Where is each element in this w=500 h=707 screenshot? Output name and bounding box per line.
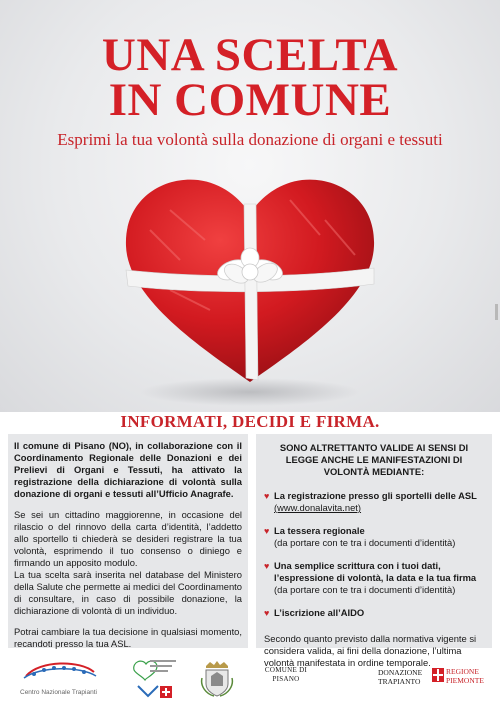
list-item [264,607,484,619]
heart-bullet-icon: ♥ [264,608,270,618]
right-info-panel [256,434,492,668]
donazione-trapianto-text: DONAZIONE TRAPIANTO [378,668,423,686]
heart-bullet-icon: ♥ [264,491,270,501]
item-title: La tessera regionale [274,525,365,536]
logo-strip [0,650,500,707]
item-title: La registrazione presso gli sportelli delle ASL [274,490,477,501]
list-item [264,490,484,514]
poster-title-line2: IN COMUNE [108,74,392,126]
poster-title-line1: UNA SCELTA [101,29,399,81]
item-note: (da portare con te tra i documenti d’identità) [274,537,456,548]
headline-informati: INFORMATI, DECIDI E FIRMA. [120,412,380,431]
list-item [264,525,484,549]
cnt-logo [20,658,100,696]
donalavita-link[interactable]: (www.donalavita.net) [274,502,362,513]
cnt-logo-text: Centro Nazionale Trapianti [20,689,97,696]
ribbon-vertical [244,204,258,380]
left-paragraph-2b: La tua scelta sarà inserita nel database del Ministero della Salute che permette ai medici del Coordinamento di consultare, in caso di possibile donazione, la dichiarazione di volontà di un individuo. [14,569,242,616]
coordinamento-regionale-logo [128,656,178,700]
regione-piemonte-text: REGIONE PIEMONTE [446,667,484,685]
comune-coat-of-arms-icon [200,658,234,698]
right-footer-note: Secondo quanto previsto dalla normativa vigente si considera valida, ai fini della donazione, l’ultima volontà manifestata in ordine temporale. [264,633,477,668]
poster-subtitle: Esprimi la tua volontà sulla donazione di organi e tessuti [57,130,443,149]
edge-mark [492,300,500,324]
left-paragraph-1: Il comune di Pisano (NO), in collaborazione con il Coordinamento Regionale delle Donazioni e dei Prelievi di Organi e Tessuti, ha attivato la registrazione della dichiarazione di volontà sulla donazione di organi e tessuti all’Ufficio Anagrafe. [14,440,242,499]
heart-shadow [140,378,360,406]
heart-bullet-icon: ♥ [264,526,270,536]
heart-bullet-icon: ♥ [264,561,270,571]
item-title: L’iscrizione all’AIDO [274,607,365,618]
left-paragraph-3: Potrai cambiare la tua decisione in qualsiasi momento, recandoti presso la tua ASL. [14,626,242,649]
comune-di-pisano-text: COMUNE DI PISANO [264,666,308,683]
left-paragraph-2a: Se sei un cittadino maggiorenne, in occasione del rilascio o del rinnovo della carta d’identità, l’addetto allo sportello ti chiederà se desideri registrare la tua volontà, esprimendo il tuo consenso o diniego e firmando un apposito modulo. [14,509,242,568]
list-item [264,560,484,596]
item-note: (da portare con te tra i documenti d’identità) [274,584,456,595]
right-heading: SONO ALTRETTANTO VALIDE AI SENSI DI LEGGE ANCHE LE MANIFESTAZIONI DI VOLONTÀ MEDIANTE: [279,442,469,477]
wrapped-heart-image [110,170,390,410]
left-info-panel [8,434,248,648]
item-title: Una semplice scrittura con i tuoi dati, l’espressione di volontà, la data e la tua firma [274,560,477,583]
